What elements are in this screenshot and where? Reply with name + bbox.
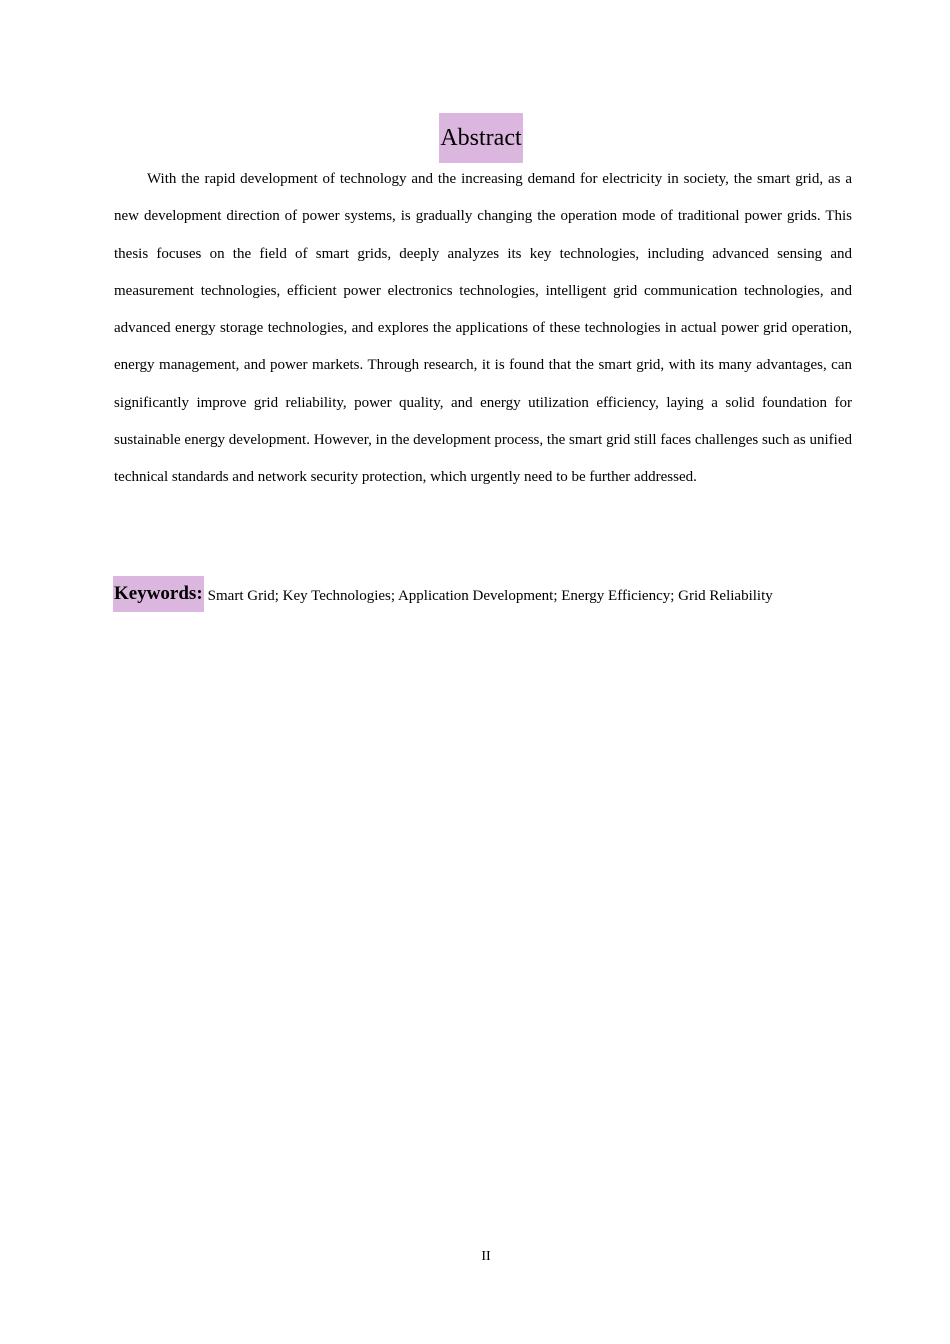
keywords-text: Smart Grid; Key Technologies; Application Development; Energy Efficiency; Grid Reliability (207, 588, 773, 604)
keywords-line (113, 576, 873, 617)
page-number: II (481, 1249, 491, 1264)
abstract-heading-container (0, 113, 950, 163)
keywords-label: Keywords: (113, 576, 204, 612)
abstract-title: Abstract (439, 113, 522, 163)
abstract-body: With the rapid development of technology and the increasing demand for electricity in society, the smart grid, as a new development direction of power systems, is gradually changing the operation mode of traditional power grids. This thesis focuses on the field of smart grids, deeply analyzes its key technologies, including advanced sensing and measurement technologies, efficient power electronics technologies, intelligent grid communication technologies, and advanced energy storage technologies, and explores the applications of these technologies in actual power grid operation, energy management, and power markets. Through research, it is found that the smart grid, with its many advantages, can significantly improve grid reliability, power quality, and energy utilization efficiency, laying a solid foundation for sustainable energy development. However, in the development process, the smart grid still faces challenges such as unified technical standards and network security protection, which urgently need to be further addressed. (114, 171, 852, 486)
